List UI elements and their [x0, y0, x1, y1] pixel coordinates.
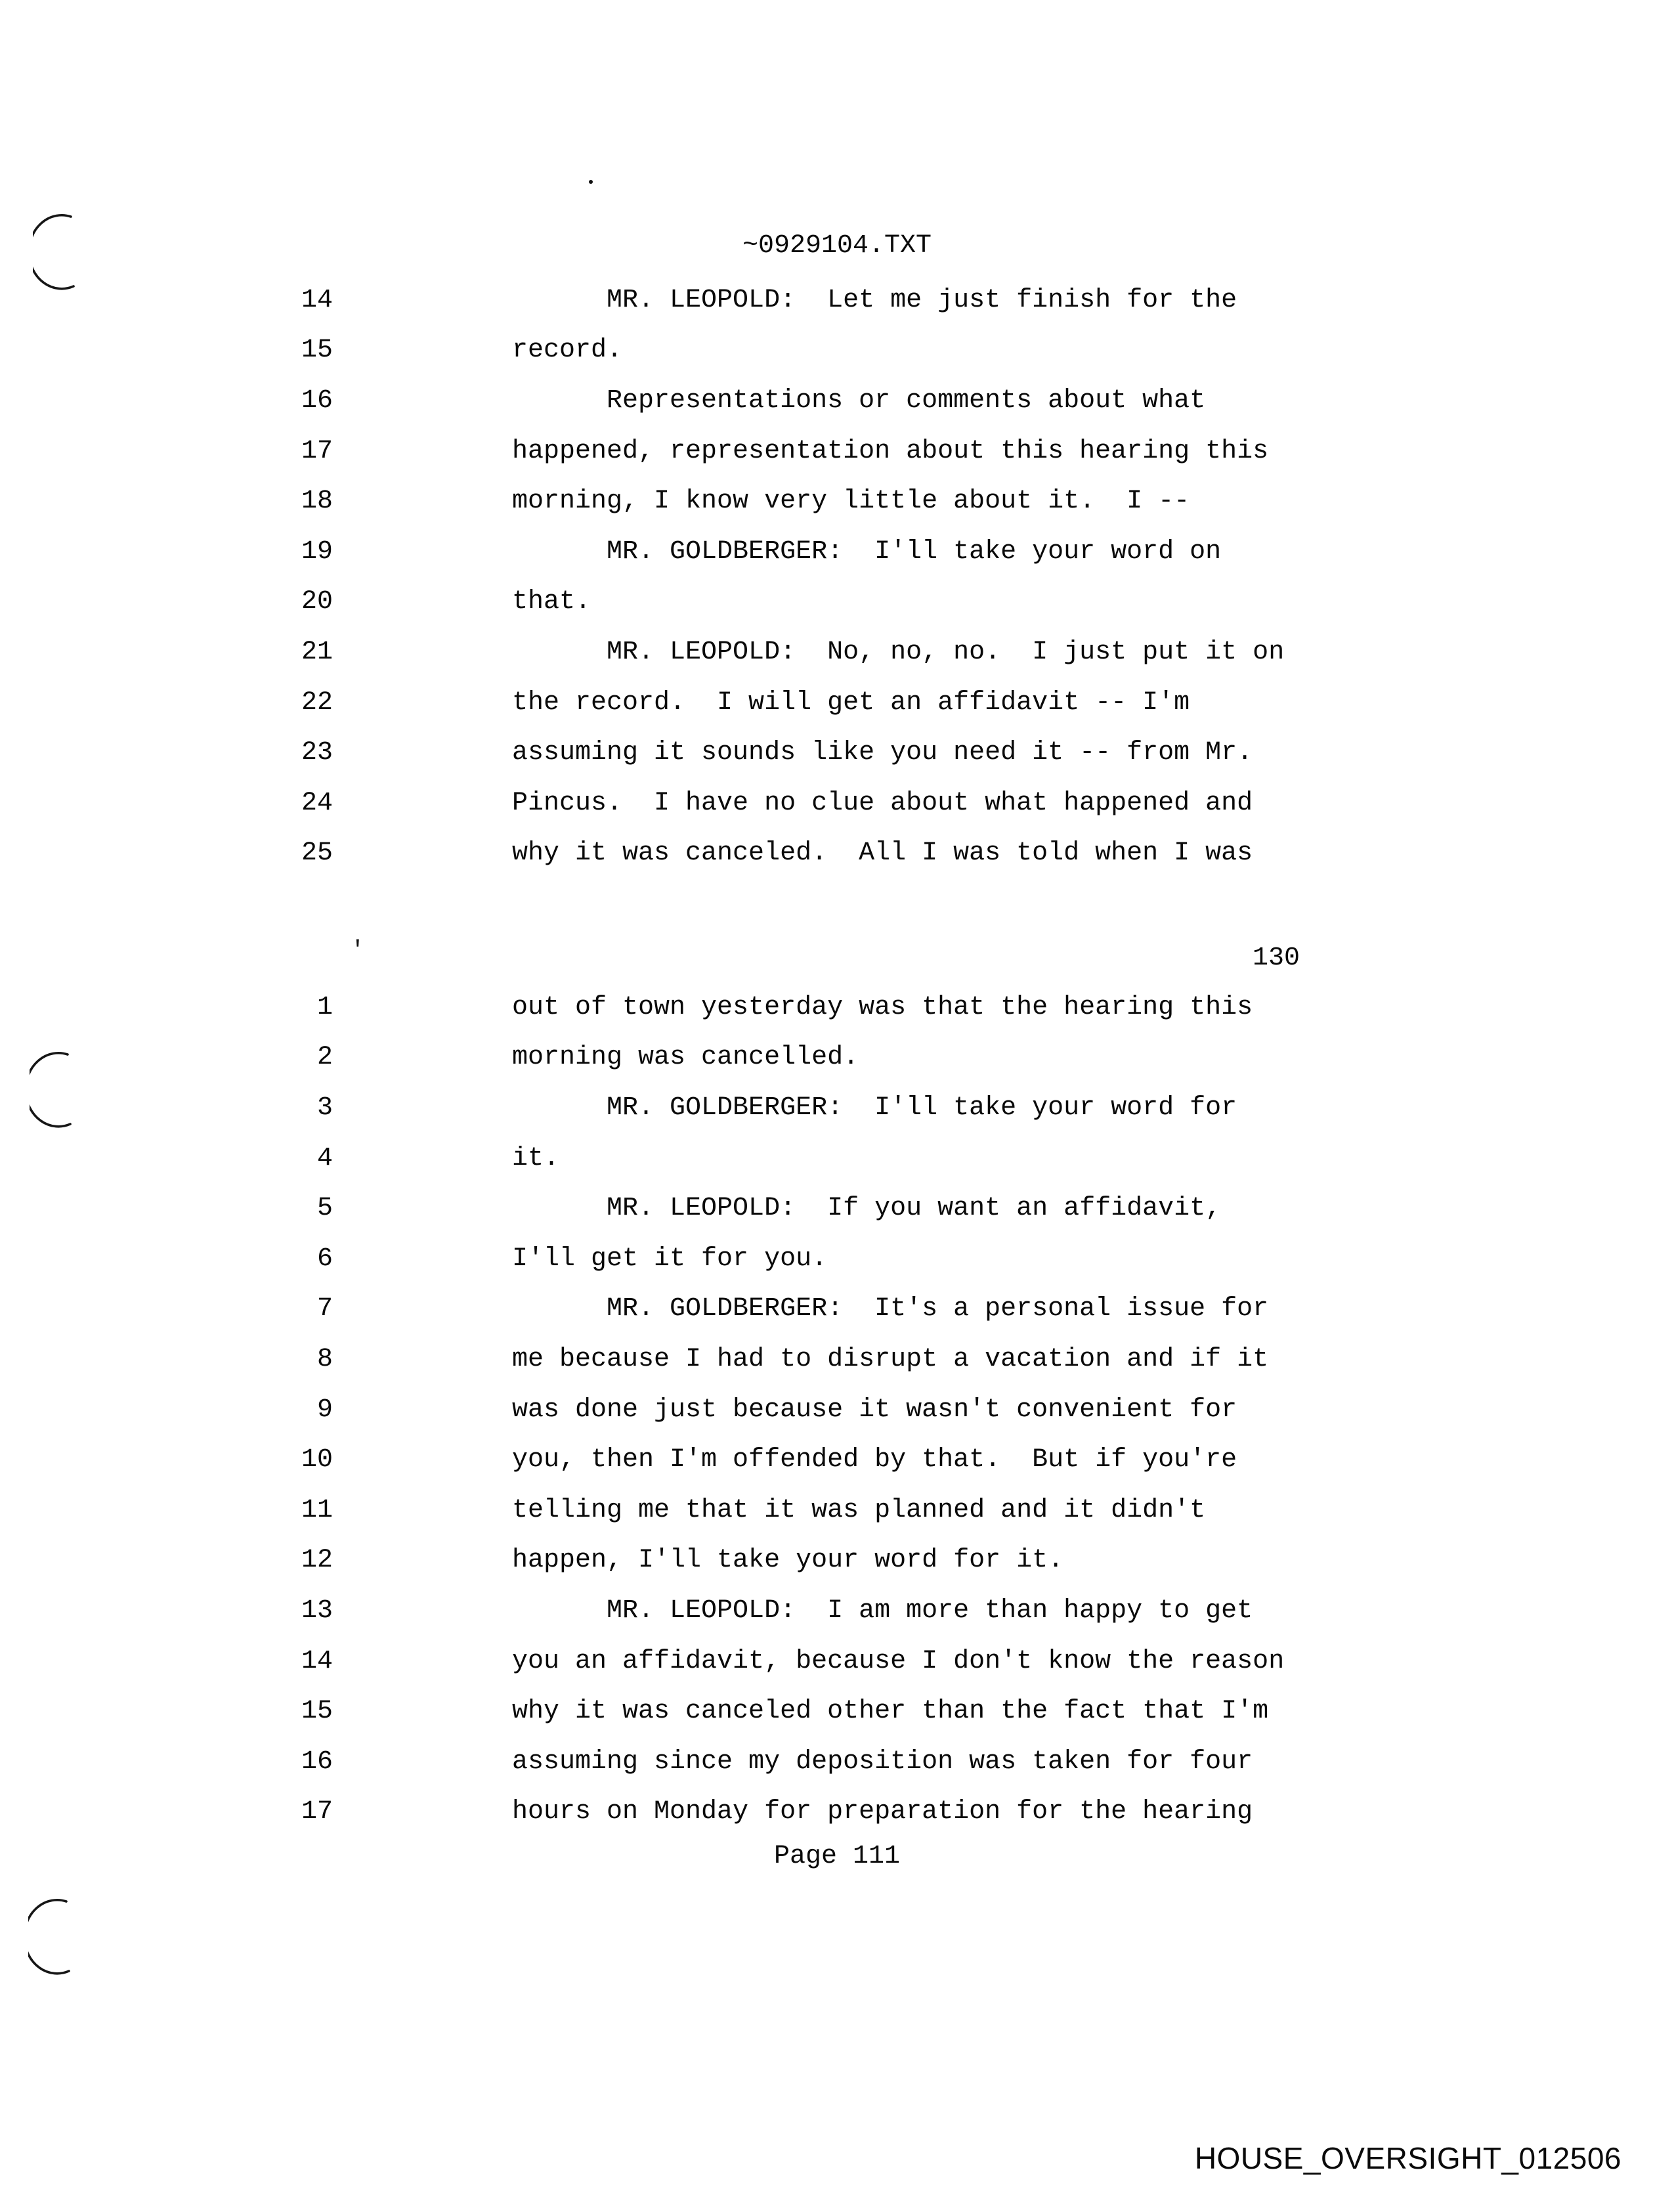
line-number: 16: [301, 385, 333, 416]
line-number: 5: [316, 1194, 333, 1224]
line-text: telling me that it was planned and it didn't: [512, 1495, 1206, 1525]
line-number: 13: [301, 1595, 333, 1626]
line-text: MR. LEOPOLD: I am more than happy to get: [512, 1595, 1253, 1626]
line-text: MR. LEOPOLD: Let me just finish for the: [512, 285, 1237, 315]
scan-speck-tick: ': [351, 937, 365, 964]
transcript-line: [0, 678, 1674, 728]
line-number: 25: [301, 838, 333, 869]
line-number: 14: [301, 1646, 333, 1676]
line-number: 19: [301, 536, 333, 567]
line-text: morning was cancelled.: [512, 1043, 859, 1073]
line-text: Representations or comments about what: [512, 385, 1206, 416]
transcript-line: [0, 1133, 1674, 1184]
line-number: 6: [316, 1244, 333, 1274]
line-number: 4: [316, 1143, 333, 1173]
line-text: Pincus. I have no clue about what happened and: [512, 788, 1253, 818]
line-number: 15: [301, 1697, 333, 1727]
line-text: MR. GOLDBERGER: It's a personal issue for: [512, 1294, 1269, 1324]
transcript-line: [0, 1083, 1674, 1133]
line-text: it.: [512, 1143, 560, 1173]
scan-speck-dot: [589, 180, 593, 184]
line-number: 9: [316, 1395, 333, 1425]
line-number: 12: [301, 1546, 333, 1576]
line-text: the record. I will get an affidavit -- I'm: [512, 687, 1190, 718]
line-number: 20: [301, 587, 333, 617]
line-text: happened, representation about this hearing this: [512, 436, 1269, 466]
line-text: that.: [512, 587, 591, 617]
transcript-line: [0, 982, 1674, 1033]
line-number: 21: [301, 637, 333, 667]
transcript-line: [0, 527, 1674, 577]
line-number: 17: [301, 1797, 333, 1827]
line-text: MR. GOLDBERGER: I'll take your word for: [512, 1093, 1237, 1123]
line-text: why it was canceled. All I was told when I was: [512, 838, 1253, 869]
footer-page-label: Page 111: [773, 1842, 901, 1871]
line-text: MR. LEOPOLD: If you want an affidavit,: [512, 1194, 1222, 1224]
transcript-line: [0, 627, 1674, 678]
transcript-line: [0, 778, 1674, 829]
line-text: why it was canceled other than the fact that I'm: [512, 1697, 1269, 1727]
transcript-line: [0, 1234, 1674, 1284]
transcript-line: [0, 1787, 1674, 1838]
line-number: 1: [316, 992, 333, 1022]
transcript-line: [0, 275, 1674, 326]
line-number: 14: [301, 285, 333, 315]
transcript-line: [0, 727, 1674, 778]
transcript-line: [0, 376, 1674, 426]
transcript-line: [0, 1435, 1674, 1485]
line-text: you an affidavit, because I don't know the reason: [512, 1646, 1285, 1676]
transcript-line: [0, 1536, 1674, 1586]
line-number: 2: [316, 1043, 333, 1073]
bates-number: HOUSE_OVERSIGHT_012506: [1194, 2141, 1621, 2175]
line-number: 8: [316, 1344, 333, 1374]
transcript-line: [0, 1385, 1674, 1435]
line-number: 17: [301, 436, 333, 466]
line-text: was done just because it wasn't convenient for: [512, 1395, 1237, 1425]
transcript-line: [0, 1334, 1674, 1385]
transcript-line: [0, 1284, 1674, 1335]
transcript-line: [0, 1686, 1674, 1737]
transcript-line: [0, 829, 1674, 879]
line-number: 3: [316, 1093, 333, 1123]
line-number: 22: [301, 687, 333, 718]
transcript-line: [0, 426, 1674, 477]
line-text: happen, I'll take your word for it.: [512, 1546, 1064, 1576]
line-number: 10: [301, 1445, 333, 1475]
line-text: me because I had to disrupt a vacation and if it: [512, 1344, 1269, 1374]
document-filename-header: ~0929104.TXT: [742, 231, 932, 261]
transcript-line: [0, 1737, 1674, 1787]
transcript-line: [0, 1033, 1674, 1083]
line-number: 23: [301, 738, 333, 768]
transcript-line: [0, 1636, 1674, 1687]
transcript-line: [0, 1586, 1674, 1636]
transcript-line: [0, 476, 1674, 527]
line-text: assuming it sounds like you need it -- from Mr.: [512, 738, 1253, 768]
line-text: I'll get it for you.: [512, 1244, 828, 1274]
transcript-line: [0, 577, 1674, 628]
line-text: hours on Monday for preparation for the hearing: [512, 1797, 1253, 1827]
line-number: 11: [301, 1495, 333, 1525]
transcript-line: [0, 1183, 1674, 1234]
line-number: 16: [301, 1746, 333, 1777]
line-number: 7: [316, 1294, 333, 1324]
line-text: MR. LEOPOLD: No, no, no. I just put it on: [512, 637, 1285, 667]
transcript-line: [0, 326, 1674, 376]
line-number: 15: [301, 336, 333, 366]
line-text: MR. GOLDBERGER: I'll take your word on: [512, 536, 1222, 567]
line-number: 24: [301, 788, 333, 818]
line-text: morning, I know very little about it. I --: [512, 487, 1190, 517]
hole-punch-arc-bottom: [28, 1896, 72, 1979]
transcript-line: [0, 1485, 1674, 1536]
line-text: out of town yesterday was that the hearing this: [512, 992, 1253, 1022]
transcript-block-lines-1-17: [0, 982, 1674, 1837]
transcript-page-number: 130: [1252, 943, 1300, 973]
line-text: record.: [512, 336, 623, 366]
line-number: 18: [301, 487, 333, 517]
transcript-block-lines-14-25: [0, 275, 1674, 878]
line-text: assuming since my deposition was taken for four: [512, 1746, 1253, 1777]
line-text: you, then I'm offended by that. But if you're: [512, 1445, 1237, 1475]
